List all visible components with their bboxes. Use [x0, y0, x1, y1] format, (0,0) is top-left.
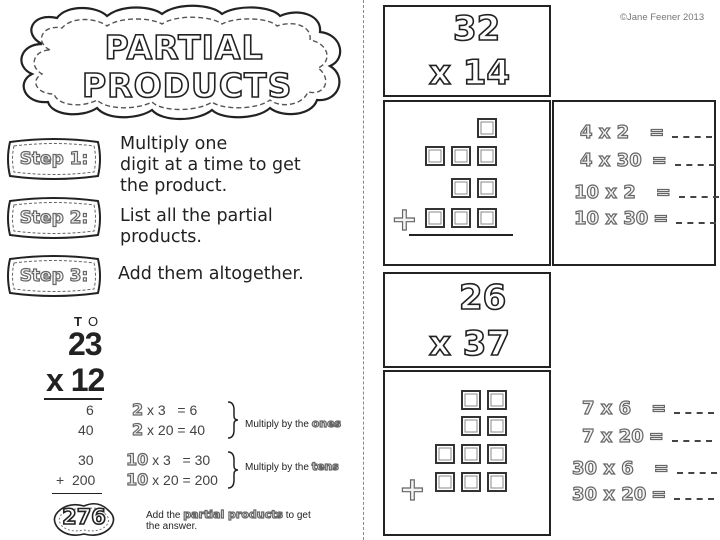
box-2-r1-c3[interactable] [487, 390, 507, 410]
step-3-text [118, 264, 304, 285]
problem-2-eq-1-text: 7 x 6 [582, 398, 632, 419]
problem-2-eq-4 [572, 484, 714, 505]
problem-2-eq-2-text: 7 x 20 [582, 426, 644, 447]
problem-2-top: 26 [459, 278, 507, 318]
brace-ones [226, 400, 240, 440]
add-note-line2: the answer. [146, 521, 198, 532]
box-1-r2-c2[interactable] [451, 146, 471, 166]
answer-blank[interactable] [672, 126, 712, 138]
answer-blank[interactable] [679, 186, 719, 198]
example-total: 276 [62, 505, 106, 529]
problem-1-eq-4-text: 10 x 30 [574, 208, 649, 229]
box-1-r4-c2[interactable] [451, 208, 471, 228]
work-line-1 [132, 400, 197, 419]
step-1-label: Step 1: [19, 149, 89, 169]
problem-2-eq-1 [582, 398, 714, 419]
partial-3: 30 [78, 452, 94, 468]
problem-2-eq-3-text: 30 x 6 [572, 458, 634, 479]
answer-blank[interactable] [672, 430, 712, 442]
box-1-r4-c3[interactable] [477, 208, 497, 228]
problem-1-eq-3-equals: = [655, 182, 671, 203]
problem-2-plus: + [399, 470, 426, 508]
partials-underline [52, 493, 102, 494]
copyright: ©Jane Feener 2013 [620, 12, 705, 23]
box-2-r3-c1[interactable] [435, 444, 455, 464]
partial-4: + 200 [56, 472, 96, 488]
add-note [146, 508, 311, 521]
box-2-r2-c3[interactable] [487, 416, 507, 436]
problem-1-eq-1-text: 4 x 2 [580, 122, 630, 143]
problem-2-eq-2 [582, 426, 712, 447]
problem-2-header-box [383, 272, 551, 368]
problem-1-eq-2-text: 4 x 30 [580, 150, 642, 171]
box-1-r2-c1[interactable] [425, 146, 445, 166]
box-1-r1-c3[interactable] [477, 118, 497, 138]
step-2-label: Step 2: [19, 208, 89, 228]
problem-1-header-box [383, 5, 551, 97]
note-ones-prefix: Multiply by the [245, 419, 312, 430]
problem-1-equations-box [552, 100, 716, 266]
problem-1-bottom: x 14 [429, 53, 511, 93]
problem-1-eq-1 [580, 122, 712, 143]
box-2-r3-c3[interactable] [487, 444, 507, 464]
title-line1: PARTIAL [104, 28, 264, 67]
note-tens-prefix: Multiply by the [245, 462, 312, 473]
note-ones-word: ones [311, 417, 342, 430]
answer-blank[interactable] [674, 488, 714, 500]
problem-1-eq-4-equals: = [653, 208, 669, 229]
example-bottom-number: x 12 [46, 362, 105, 398]
answer-blank[interactable] [674, 402, 714, 414]
problem-2-equations-box [552, 370, 716, 536]
place-value-t: T [74, 314, 82, 329]
note-tens-word: tens [311, 460, 339, 473]
note-tens [245, 460, 339, 473]
step-3-label: Step 3: [19, 266, 89, 286]
example-top-number: 23 [68, 326, 102, 362]
problem-2-bottom: x 37 [429, 324, 511, 364]
note-ones [245, 417, 341, 430]
box-2-r3-c2[interactable] [461, 444, 481, 464]
problem-1-top: 32 [453, 9, 501, 49]
work-1-digit: 2 [132, 400, 144, 419]
problem-1-sum-line [409, 234, 513, 236]
step-1-line1: Multiply one [120, 134, 228, 154]
step-1-line2: digit at a time to get [120, 155, 301, 175]
step-3-label-box [6, 253, 102, 299]
box-1-r3-c2[interactable] [451, 178, 471, 198]
problem-1-eq-3 [574, 182, 719, 203]
box-1-r4-c1[interactable] [425, 208, 445, 228]
answer-blank[interactable] [677, 462, 717, 474]
work-4-digit: 10 [126, 470, 149, 489]
problem-2-eq-2-equals: = [648, 426, 664, 447]
answer-blank[interactable] [676, 212, 716, 224]
problem-1-eq-4 [574, 208, 716, 229]
box-2-r1-c2[interactable] [461, 390, 481, 410]
box-2-r4-c1[interactable] [435, 472, 455, 492]
place-value-o: O [88, 314, 99, 329]
problem-2-grid-box [383, 370, 551, 536]
problem-1-eq-2 [580, 150, 715, 171]
partial-1: 6 [86, 402, 94, 418]
problem-2-eq-3 [572, 458, 717, 479]
example-underline [44, 398, 102, 400]
problem-1-plus: + [391, 200, 418, 238]
problem-2-eq-1-equals: = [651, 398, 667, 419]
work-2-rest: x 20 = 40 [143, 422, 206, 438]
step-2-text [120, 206, 273, 248]
work-line-3 [126, 450, 210, 469]
step-1-line3: the product. [120, 176, 228, 196]
add-note-bold: partial products [183, 508, 283, 521]
box-2-r2-c2[interactable] [461, 416, 481, 436]
work-line-2 [132, 420, 205, 439]
box-1-r2-c3[interactable] [477, 146, 497, 166]
brace-tens [226, 450, 240, 490]
work-1-rest: x 3 = 6 [143, 402, 198, 418]
box-2-r4-c2[interactable] [461, 472, 481, 492]
add-note-suffix: to get [282, 510, 311, 521]
step-2-label-box [6, 195, 102, 241]
work-line-4 [126, 470, 218, 489]
problem-1-eq-2-equals: = [651, 150, 667, 171]
step-1-label-box [6, 136, 102, 182]
step-2-line2: products. [120, 227, 202, 247]
problem-1-grid-box [383, 100, 551, 266]
problem-2-eq-3-equals: = [653, 458, 669, 479]
problem-2-eq-4-text: 30 x 20 [572, 484, 647, 505]
step-3-line1: Add them altogether. [118, 264, 304, 284]
partial-2: 40 [78, 422, 94, 438]
work-2-digit: 2 [132, 420, 144, 439]
title-line2: PRODUCTS [82, 66, 293, 105]
answer-blank[interactable] [675, 154, 715, 166]
problem-1-eq-1-equals: = [649, 122, 665, 143]
add-note-prefix: Add the [146, 510, 184, 521]
work-4-rest: x 20 = 200 [148, 472, 218, 488]
work-3-rest: x 3 = 30 [148, 452, 211, 468]
fold-line [363, 0, 364, 540]
problem-2-eq-4-equals: = [651, 484, 667, 505]
work-3-digit: 10 [126, 450, 149, 469]
box-1-r3-c3[interactable] [477, 178, 497, 198]
problem-1-eq-3-text: 10 x 2 [574, 182, 636, 203]
box-2-r4-c3[interactable] [487, 472, 507, 492]
step-2-line1: List all the partial [120, 206, 273, 226]
step-1-text [120, 134, 301, 197]
